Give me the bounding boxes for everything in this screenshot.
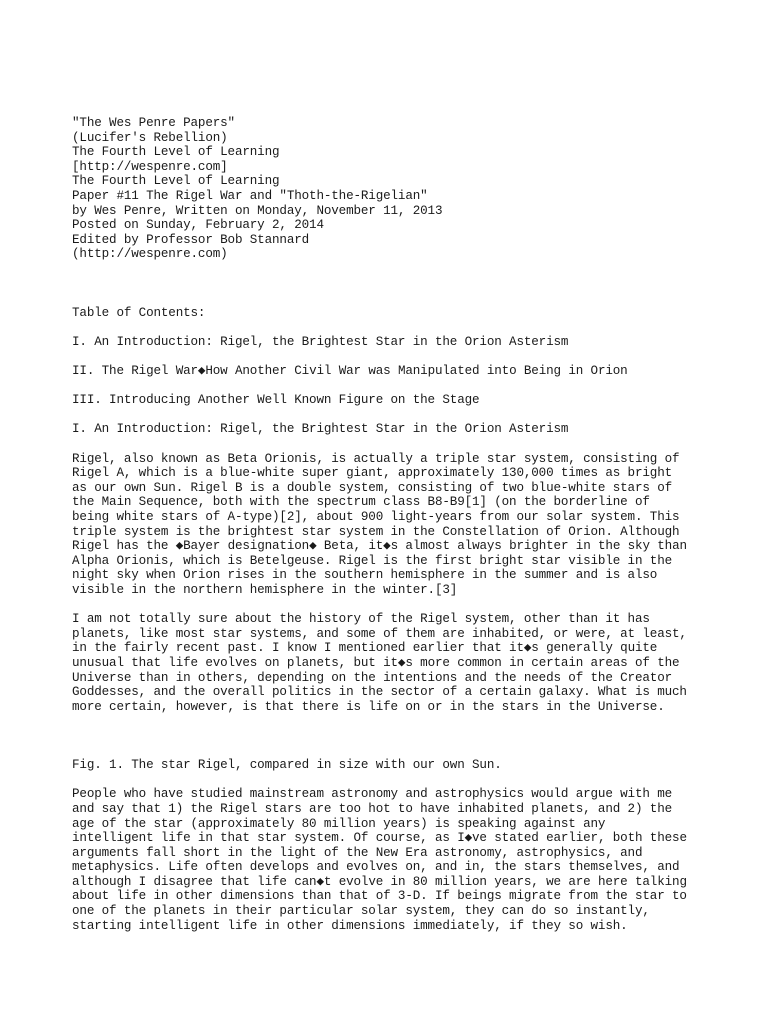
spacer (72, 379, 732, 394)
paragraph-line: and say that 1) the Rigel stars are too hot to have inhabited planets, and 2) the (72, 801, 673, 816)
header-line: The Fourth Level of Learning (72, 174, 280, 189)
toc-item: II. The Rigel War◆How Another Civil War was Manipulated into Being in Orion (72, 364, 628, 379)
header-line: by Wes Penre, Written on Monday, November 11, 2013 (72, 203, 443, 218)
header-line: (Lucifer's Rebellion) (72, 130, 228, 145)
header-line: Edited by Professor Bob Stannard (72, 232, 310, 247)
paragraph-2 (72, 612, 732, 714)
paragraph-line: starting intelligent life in other dimensions immediately, if they so wish. (72, 918, 628, 933)
table-of-contents (72, 306, 732, 408)
paragraph-line: Universe than in others, depending on the intentions and the needs of the Creator (72, 670, 673, 685)
toc-item: III. Introducing Another Well Known Figure on the Stage (72, 393, 480, 408)
paragraph-line: arguments fall short in the light of the New Era astronomy, astrophysics, and (72, 845, 643, 860)
paragraph-line: one of the planets in their particular solar system, they can do so instantly, (72, 904, 650, 919)
paragraph-3 (72, 787, 732, 933)
paragraph-line: planets, like most star systems, and some of them are inhabited, or were, at least, (72, 626, 687, 641)
spacer (72, 744, 732, 759)
spacer (72, 320, 732, 335)
paragraph-line: age of the star (approximately 80 million years) is speaking against any (72, 816, 606, 831)
paragraph-line: in the fairly recent past. I know I mentioned earlier that it◆s generally quite (72, 641, 658, 656)
spacer (72, 437, 732, 452)
spacer (72, 277, 732, 292)
paragraph-line: night sky when Orion rises in the southern hemisphere in the summer and is also (72, 568, 658, 583)
spacer (72, 262, 732, 277)
paragraph-line: Goddesses, and the overall politics in the sector of a certain galaxy. What is much (72, 685, 687, 700)
paragraph-line: more certain, however, is that there is life on or in the stars in the Universe. (72, 699, 665, 714)
paragraph-line: being white stars of A-type)[2], about 900 light-years from our solar system. This (72, 510, 680, 525)
paragraph-line: although I disagree that life can◆t evolve in 80 million years, we are here talking (72, 874, 687, 889)
header-line: (http://wespenre.com) (72, 247, 228, 262)
spacer (72, 773, 732, 788)
paragraph-line: Alpha Orionis, which is Betelgeuse. Rigel is the first bright star visible in the (72, 553, 673, 568)
toc-title: Table of Contents: (72, 305, 206, 320)
header-line: [http://wespenre.com] (72, 159, 228, 174)
paragraph-line: visible in the northern hemisphere in the winter.[3] (72, 583, 458, 597)
header-line: The Fourth Level of Learning (72, 145, 280, 160)
paragraph-line: about life in other dimensions than that of 3-D. If beings migrate from the star to (72, 889, 687, 904)
spacer (72, 714, 732, 729)
spacer (72, 408, 732, 423)
figure-caption: Fig. 1. The star Rigel, compared in size with our own Sun. (72, 758, 502, 773)
header-line: Posted on Sunday, February 2, 2014 (72, 218, 324, 233)
paragraph-line: Rigel A, which is a blue-white super giant, approximately 130,000 times as bright (72, 466, 673, 481)
paragraph-line: I am not totally sure about the history of the Rigel system, other than it has (72, 612, 650, 627)
spacer (72, 729, 732, 744)
paragraph-1 (72, 452, 732, 598)
section-heading: I. An Introduction: Rigel, the Brightest Star in the Orion Asterism (72, 422, 569, 437)
paragraph-line: metaphysics. Life often develops and evolves on, and in, the stars themselves, and (72, 860, 680, 875)
paragraph-line: unusual that life evolves on planets, but it◆s more common in certain areas of the (72, 655, 680, 670)
header-line: "The Wes Penre Papers" (72, 116, 235, 130)
paragraph-line: People who have studied mainstream astronomy and astrophysics would argue with me (72, 787, 673, 802)
paragraph-line: Rigel, also known as Beta Orionis, is actually a triple star system, consisting of (72, 451, 680, 466)
paragraph-line: triple system is the brightest star system in the Constellation of Orion. Although (72, 524, 680, 539)
paragraph-line: intelligent life in that star system. Of course, as I◆ve stated earlier, both these (72, 831, 687, 846)
spacer (72, 291, 732, 306)
paragraph-line: Rigel has the ◆Bayer designation◆ Beta, it◆s almost always brighter in the sky than (72, 539, 687, 554)
paper-header (72, 116, 732, 262)
paragraph-line: as our own Sun. Rigel B is a double system, consisting of two blue-white stars of (72, 480, 673, 495)
header-line: Paper #11 The Rigel War and "Thoth-the-Rigelian" (72, 188, 428, 203)
toc-item: I. An Introduction: Rigel, the Brightest Star in the Orion Asterism (72, 334, 569, 349)
document-page (72, 116, 732, 933)
spacer (72, 350, 732, 365)
paragraph-line: the Main Sequence, both with the spectrum class B8-B9[1] (on the borderline of (72, 495, 650, 510)
spacer (72, 598, 732, 613)
